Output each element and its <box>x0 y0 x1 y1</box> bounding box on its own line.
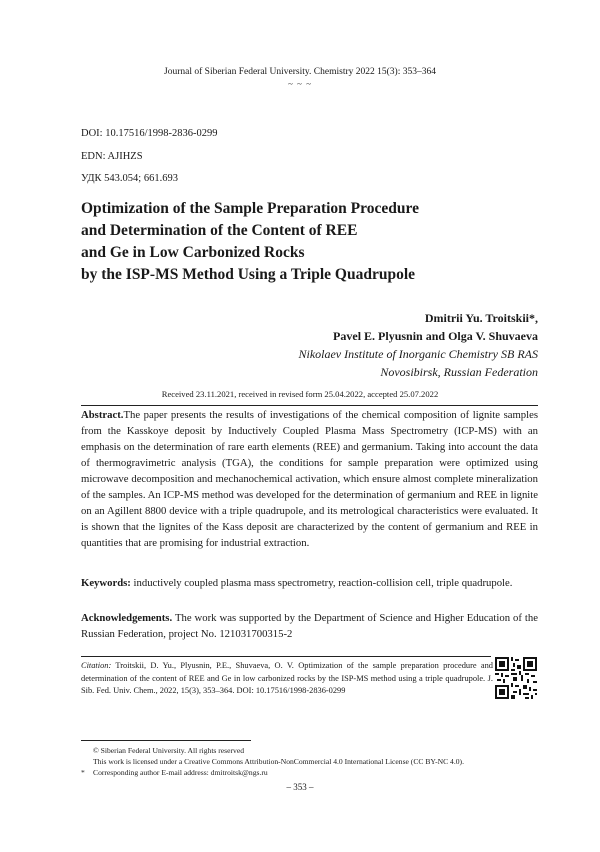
divider <box>81 656 491 657</box>
keywords-label: Keywords: <box>81 577 131 589</box>
copyright-notice: © Siberian Federal University. All rights reserved <box>93 746 244 755</box>
keywords <box>81 575 538 591</box>
header-separator: ~ ~ ~ <box>287 79 313 89</box>
footnotes <box>81 745 464 778</box>
doi-line: DOI: 10.17516/1998-2836-0299 <box>81 128 218 139</box>
license-notice: This work is licensed under a Creative Commons Attribution-NonCommercial 4.0 International License (CC BY-NC 4.0). <box>93 757 464 766</box>
affiliation-location: Novosibirsk, Russian Federation <box>380 365 538 379</box>
author-block <box>298 309 538 381</box>
page-number: – 353 – <box>286 782 314 792</box>
corresponding-author-note <box>81 767 464 778</box>
footnote-divider <box>81 740 251 741</box>
divider <box>81 405 538 406</box>
journal-header: Journal of Siberian Federal University. Chemistry 2022 15(3): 353–364 <box>164 67 436 77</box>
keywords-text: inductively coupled plasma mass spectrometry, reaction-collision cell, triple quadrupole. <box>130 577 513 589</box>
abstract-label: Abstract. <box>81 409 124 421</box>
acknowledgements <box>81 610 538 642</box>
article-title <box>81 198 521 286</box>
title-line: Optimization of the Sample Preparation Procedure <box>81 200 419 217</box>
title-line: and Determination of the Content of REE <box>81 222 358 239</box>
udk-line: УДК 543.054; 661.693 <box>81 173 178 184</box>
abstract-text: The paper presents the results of investigations of the chemical composition of lignite samples from the Kasskoye deposit by Inductively Coupled Plasma Mass Spectrometry (ICP-MS) with an emphasis on the determination of rare earth elements (REE) and germanium. Taking into account the data of thermogravimetric analysis (TGA), the conditions for sample preparation were optimized using microwave decomposition and mechanochemical activation, which ensure almost complete mineralization of the samples. An ICP-MS method was developed for the determination of germanium and REE in lignite on an Agillent 8800 device with a triple quadrupole, and its metrological characteristics were evaluated. It is shown that the lignites of the Kass deposit are characterized by the content of germanium and REE in quantities that are promising for industrial extraction. <box>81 409 538 549</box>
qr-code-icon <box>495 657 537 699</box>
author-line: Dmitrii Yu. Troitskii*, <box>424 311 538 325</box>
abstract <box>81 407 538 551</box>
title-line: and Ge in Low Carbonized Rocks <box>81 244 305 261</box>
edn-line: EDN: AJIHZS <box>81 151 143 162</box>
citation-text: Troitskii, D. Yu., Plyusnin, P.E., Shuvaeva, O. V. Optimization of the sample preparation procedure and determination of the content of REE and Ge in low carbonized rocks by the ISP-MS method using a triple quadrupole. J. Sib. Fed. Univ. Chem., 2022, 15(3), 353–364. DOI: 10.17516/1998-2836-0299 <box>81 661 493 695</box>
title-line: by the ISP-MS Method Using a Triple Quadrupole <box>81 266 416 283</box>
citation <box>81 660 493 698</box>
footnote-marker: * <box>81 768 85 777</box>
corresponding-author-text: Corresponding author E-mail address: dmitroitsk@ngs.ru <box>93 768 268 777</box>
citation-label: Citation: <box>81 661 112 670</box>
acknowledgements-text: The work was supported by the Department of Science and Higher Education of the Russian Federation, project No. 121031700315-2 <box>81 612 538 640</box>
affiliation: Nikolaev Institute of Inorganic Chemistry SB RAS <box>298 347 538 361</box>
acknowledgements-label: Acknowledgements. <box>81 612 173 624</box>
received-dates: Received 23.11.2021, received in revised form 25.04.2022, accepted 25.07.2022 <box>161 389 439 399</box>
author-line: Pavel E. Plyusnin and Olga V. Shuvaeva <box>333 329 538 343</box>
